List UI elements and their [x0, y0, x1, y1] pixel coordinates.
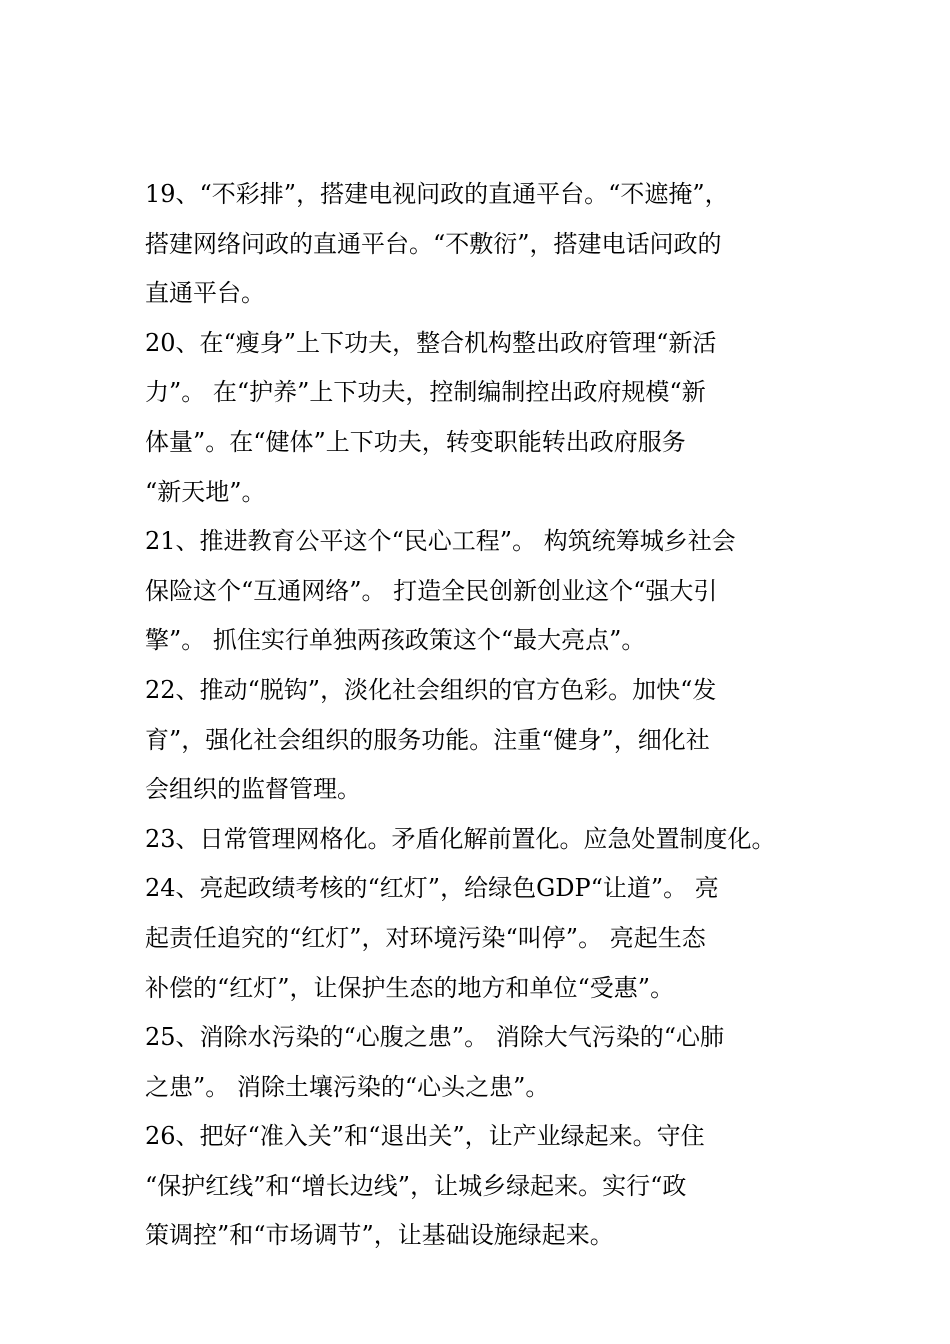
document-body — [145, 170, 810, 1261]
text-line: 26、把好“准入关”和“退出关”，让产业绿起来。守住 — [145, 1122, 705, 1151]
paragraph-19 — [145, 170, 810, 319]
text-line: 起责任追究的“红灯”，对环境污染“叫停”。 亮起生态 — [145, 923, 706, 952]
text-line: 策调控”和“市场调节”，让基础设施绿起来。 — [145, 1221, 614, 1250]
text-line: 直通平台。 — [145, 279, 265, 308]
text-line: 23、日常管理网格化。矛盾化解前置化。应急处置制度化。 — [145, 824, 776, 853]
text-line: 之患”。 消除土壤污染的“心头之患”。 — [145, 1072, 550, 1101]
text-line: 保险这个“互通网络”。 打造全民创新创业这个“强大引 — [145, 576, 718, 605]
text-line: 搭建网络问政的直通平台。“不敷衍”，搭建电话问政的 — [145, 229, 722, 258]
text-line: 24、亮起政绩考核的“红灯”，给绿色GDP“让道”。 亮 — [145, 874, 719, 903]
text-line: 22、推动“脱钩”，淡化社会组织的官方色彩。加快“发 — [145, 675, 717, 704]
text-line: 会组织的监督管理。 — [145, 775, 361, 804]
paragraph-22 — [145, 666, 810, 815]
text-line: 补偿的“红灯”，让保护生态的地方和单位“受惠”。 — [145, 973, 675, 1002]
paragraph-26 — [145, 1112, 810, 1261]
paragraph-21 — [145, 517, 810, 666]
paragraph-23 — [145, 815, 810, 865]
text-line: 21、推进教育公平这个“民心工程”。 构筑统筹城乡社会 — [145, 527, 736, 556]
text-line: 力”。 在“护养”上下功夫，控制编制控出政府规模“新 — [145, 378, 706, 407]
text-line: “保护红线”和“增长边线”，让城乡绿起来。实行“政 — [145, 1171, 687, 1200]
paragraph-20 — [145, 319, 810, 517]
paragraph-25 — [145, 1013, 810, 1112]
text-line: 25、消除水污染的“心腹之患”。 消除大气污染的“心肺 — [145, 1023, 724, 1052]
text-line: 19、“不彩排”，搭建电视问政的直通平台。“不遮掩”， — [145, 180, 729, 208]
text-line: “新天地”。 — [145, 477, 266, 506]
text-line: 体量”。在“健体”上下功夫，转变职能转出政府服务 — [145, 427, 686, 456]
paragraph-24 — [145, 864, 810, 1013]
text-line: 20、在“瘦身”上下功夫，整合机构整出政府管理“新活 — [145, 328, 717, 357]
text-line: 育”，强化社会组织的服务功能。注重“健身”，细化社 — [145, 725, 710, 754]
text-line: 擎”。 抓住实行单独两孩政策这个“最大亮点”。 — [145, 626, 646, 655]
